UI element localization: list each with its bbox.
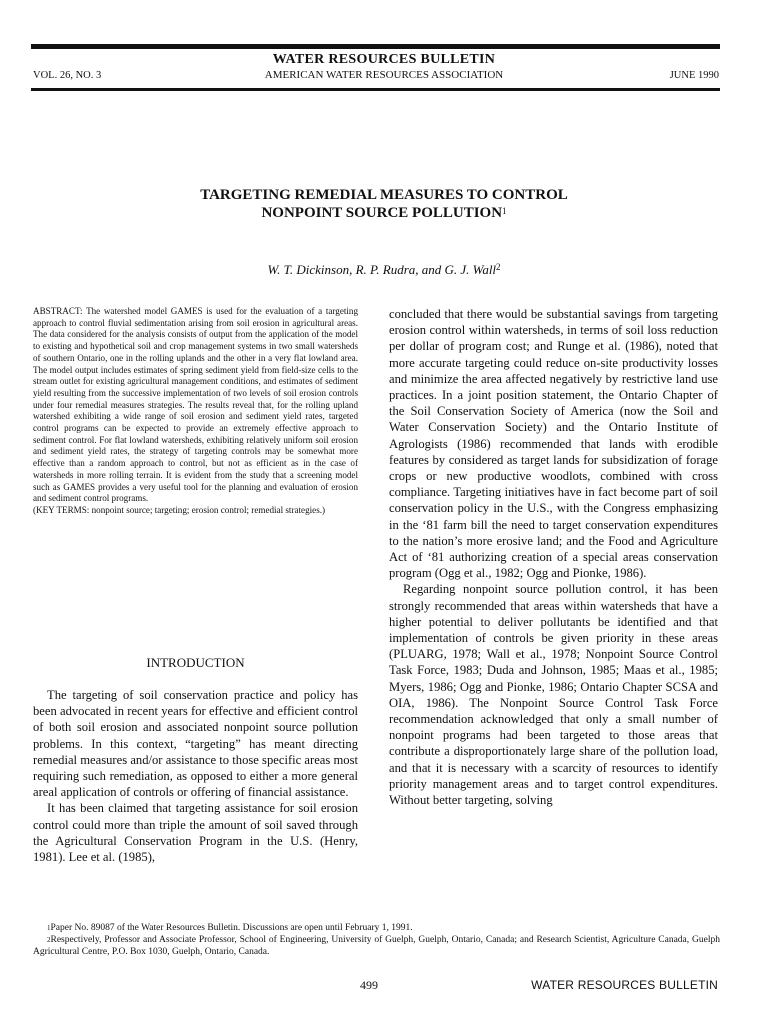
section-heading-introduction: INTRODUCTION xyxy=(146,655,245,670)
left-column-body xyxy=(33,687,358,865)
association-name: AMERICAN WATER RESOURCES ASSOCIATION xyxy=(264,69,504,81)
journal-name: WATER RESOURCES BULLETIN xyxy=(272,52,496,67)
title-line-2: NONPOINT SOURCE POLLUTION xyxy=(261,205,503,221)
footnote-2 xyxy=(33,934,720,958)
title-line-1: TARGETING REMEDIAL MEASURES TO CONTROL xyxy=(200,187,568,203)
header-rule-top xyxy=(31,44,720,49)
footnote-2-text: Respectively, Professor and Associate Professor, School of Engineering, University of Guelph, Guelph, Ontario, Canada; and Research Scientist, Agriculture Canada, Guelph Agricultural Centre, P.O. Box 1030, Guelph, Ontario, Canada. xyxy=(33,935,720,957)
issue-date: JUNE 1990 xyxy=(669,70,719,81)
right-paragraph-2: Regarding nonpoint source pollution control, it has been strongly recommended that areas within watersheds that have a higher potential to deliver pollutants be identified and that implementation of controls be given priority in these areas (PLUARG, 1978; Wall et al., 1978; Nonpoint Source Control Task Force, 1983; Duda and Johnson, 1985; Maas et al., 1985; Myers, 1986; Ogg and Pionke, 1986; Ontario Chapter SCSA and OIA, 1986). The Nonpoint Source Control Task Force recommendation acknowledged that only a small number of nonpoint programs had been targeted to those areas that contribute a disproportionately large share of the pollution load, and that it is necessary with a scarcity of resources to identify priority management areas and to target control expenditures. Without better targeting, solving xyxy=(389,582,718,808)
footer-journal-name: WATER RESOURCES BULLETIN xyxy=(531,978,718,992)
volume-issue: VOL. 26, NO. 3 xyxy=(33,70,102,81)
abstract-text: ABSTRACT: The watershed model GAMES is used for the evaluation of a targeting approach to control fluvial sedimentation arising from soil erosion in agricultural areas. The data considered for the analysis consists of output from the application of the model to existing and hypothetical soil and crop management systems in two small watersheds of southern Ontario, one in the rolling uplands and the other in a very flat lowland area. The model output includes estimates of spring sediment yield from field-size cells to the stream outlet for existing agricultural management conditions, and estimates of sediment yield resulting from the successive implementation of two levels of soil erosion controls under four remedial measures strategies. The results reveal that, for the rolling upland watershed exhibiting a wide range of soil erosion and sediment yield rates, targeted control programs can be expected to provide an extremely effective approach to sediment control. For flat lowland watersheds, exhibiting relatively uniform soil erosion and sediment yield rates, the strategy of targeting controls may be somewhat more effective than a random approach to control, but not as efficient as in the case of watersheds in more rolling terrain. It is evident from the study that a screening model such as GAMES provides a very useful tool for the planning and evaluation of erosion and sediment control programs. xyxy=(33,306,358,504)
title-footnote-mark: 1 xyxy=(502,206,507,216)
footnote-2-mark: 2 xyxy=(47,936,51,944)
authors: W. T. Dickinson, R. P. Rudra, and G. J. Wall xyxy=(267,262,497,277)
footnote-1-text: Paper No. 89087 of the Water Resources Bulletin. Discussions are open until February 1, 1991. xyxy=(50,923,413,933)
footnote-1 xyxy=(33,922,720,934)
intro-paragraph-1: The targeting of soil conservation practice and policy has been advocated in recent years for effective and efficient control of both soil erosion and associated nonpoint source pollution problems. In this context, “targeting” has meant directing remedial measures and/or assistance to those specific areas most requiring such remediation, as opposed to either a more general areal application of controls or offering of financial assistance. xyxy=(33,688,358,800)
right-paragraph-1: concluded that there would be substantial savings from targeting erosion control within watersheds, in terms of soil loss reduction per dollar of program cost; and Runge et al. (1986), noted that more accurate targeting could reduce on-site productivity losses and minimize the area affected negatively by restrictive land use practices. In a joint position statement, the Ontario Chapter of the Soil Conservation Society of America (now the Soil and Water Conservation Society) and the Ontario Institute of Agrologists (1986) recommended that lands with erodible features by considered as target lands for subsidization of forage crops or new productive woodlots, combined with cross compliance. Targeting initiatives have in fact become part of soil conservation policy in the U.S., with the Congress emphasizing in the ‘81 farm bill the need to target conservation expenditures to the nation’s more erosive land; and the Food and Agriculture Act of ‘81 authorizing creation of a special areas conservation program (Ogg et al., 1982; Ogg and Pionke, 1986). xyxy=(389,307,718,581)
header-rule-bottom xyxy=(31,88,720,91)
footnote-1-mark: 1 xyxy=(47,924,51,932)
intro-paragraph-2: It has been claimed that targeting assistance for soil erosion control could more than triple the amount of soil saved through the Agricultural Conservation Program in the U.S. (Henry, 1981). Lee et al. (1985), xyxy=(33,801,358,865)
author-footnote-mark: 2 xyxy=(496,262,501,272)
key-terms: (KEY TERMS: nonpoint source; targeting; erosion control; remedial strategies.) xyxy=(33,504,326,515)
article-title xyxy=(0,186,768,222)
page-number: 499 xyxy=(360,978,378,992)
abstract xyxy=(33,306,358,517)
right-column-body xyxy=(389,306,718,808)
author-line xyxy=(0,262,768,278)
